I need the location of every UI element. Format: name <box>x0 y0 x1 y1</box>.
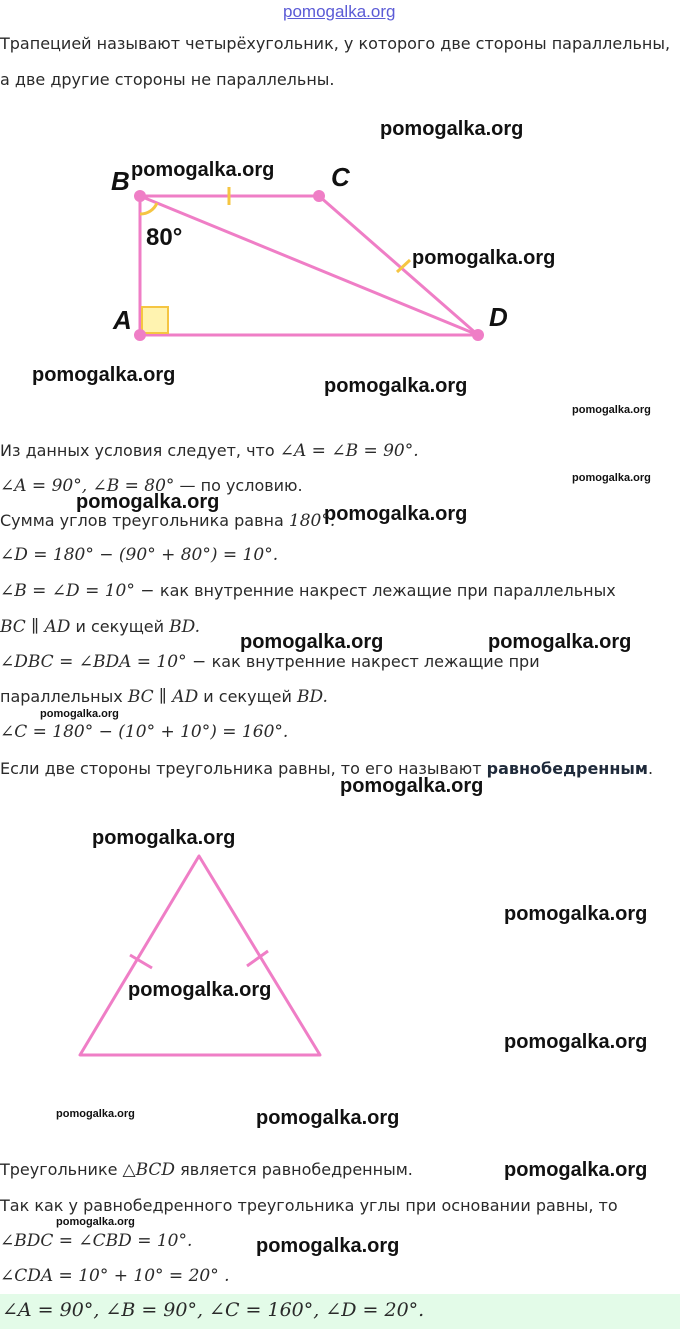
vertex-a <box>134 329 146 341</box>
label-b: B <box>111 166 130 196</box>
solution-line-7: ∠DBC = ∠BDA = 10° − как внутренние накрест лежащие при <box>0 652 540 672</box>
watermark-small: pomogalka.org <box>40 708 119 720</box>
watermark: pomogalka.org <box>380 118 524 140</box>
answer-highlight <box>0 1294 680 1329</box>
solution-line-3: Сумма углов треугольника равна 180°. <box>0 511 336 531</box>
answer-text: ∠A = 90°, ∠B = 90°, ∠C = 160°, ∠D = 20°. <box>2 1299 425 1321</box>
trapezoid-figure <box>0 0 680 420</box>
label-a: A <box>113 305 132 335</box>
watermark-small: pomogalka.org <box>56 1216 135 1228</box>
solution-line-5: ∠B = ∠D = 10° − как внутренние накрест лежащие при параллельных <box>0 581 616 601</box>
solution-line-6: BC ∥ AD и секущей BD. <box>0 617 201 637</box>
solution-line-4: ∠D = 180° − (90° + 80°) = 10°. <box>0 545 279 565</box>
watermark-small: pomogalka.org <box>572 472 651 484</box>
definition-trapezoid-line-2: а две другие стороны не параллельны. <box>0 70 335 89</box>
solution-line-12: ∠BDC = ∠CBD = 10°. <box>0 1231 193 1251</box>
vertex-c <box>313 190 325 202</box>
watermark: pomogalka.org <box>324 503 468 525</box>
vertex-b <box>134 190 146 202</box>
watermark: pomogalka.org <box>504 903 648 925</box>
watermark: pomogalka.org <box>76 491 220 513</box>
solution-line-8: параллельных BC ∥ AD и секущей BD. <box>0 687 328 707</box>
solution-line-9: ∠C = 180° − (10° + 10°) = 160°. <box>0 722 289 742</box>
solution-line-1: Из данных условия следует, что ∠A = ∠B = 90°. <box>0 441 419 461</box>
watermark: pomogalka.org <box>256 1235 400 1257</box>
right-angle-mark-a <box>142 307 168 333</box>
watermark: pomogalka.org <box>128 979 272 1001</box>
site-link[interactable]: pomogalka.org <box>283 2 396 21</box>
angle-b-value: 80° <box>146 224 183 251</box>
watermark: pomogalka.org <box>340 775 484 797</box>
watermark: pomogalka.org <box>412 247 556 269</box>
watermark: pomogalka.org <box>92 827 236 849</box>
angle-arc-b <box>140 203 157 214</box>
label-c: C <box>331 162 350 192</box>
watermark: pomogalka.org <box>504 1159 648 1181</box>
watermark: pomogalka.org <box>32 364 176 386</box>
watermark-small: pomogalka.org <box>572 404 651 416</box>
watermark: pomogalka.org <box>240 631 384 653</box>
solution-line-10: Треугольнике △BCD является равнобедренным. <box>0 1160 413 1180</box>
watermark: pomogalka.org <box>131 159 275 181</box>
watermark: pomogalka.org <box>324 375 468 397</box>
watermark: pomogalka.org <box>504 1031 648 1053</box>
vertex-d <box>472 329 484 341</box>
triangle-outline <box>80 856 320 1055</box>
watermark: pomogalka.org <box>488 631 632 653</box>
watermark-small: pomogalka.org <box>56 1108 135 1120</box>
solution-line-2: ∠A = 90°, ∠B = 80° — по условию. <box>0 476 303 496</box>
definition-trapezoid-line-1: Трапецией называют четырёхугольник, у которого две стороны параллельны, <box>0 34 671 53</box>
definition-isosceles: Если две стороны треугольника равны, то его называют равнобедренным. <box>0 759 654 778</box>
solution-line-11: Так как у равнобедренного треугольника углы при основании равны, то <box>0 1196 618 1215</box>
label-d: D <box>489 302 508 332</box>
solution-line-13: ∠CDA = 10° + 10° = 20° . <box>0 1266 230 1286</box>
watermark: pomogalka.org <box>256 1107 400 1129</box>
